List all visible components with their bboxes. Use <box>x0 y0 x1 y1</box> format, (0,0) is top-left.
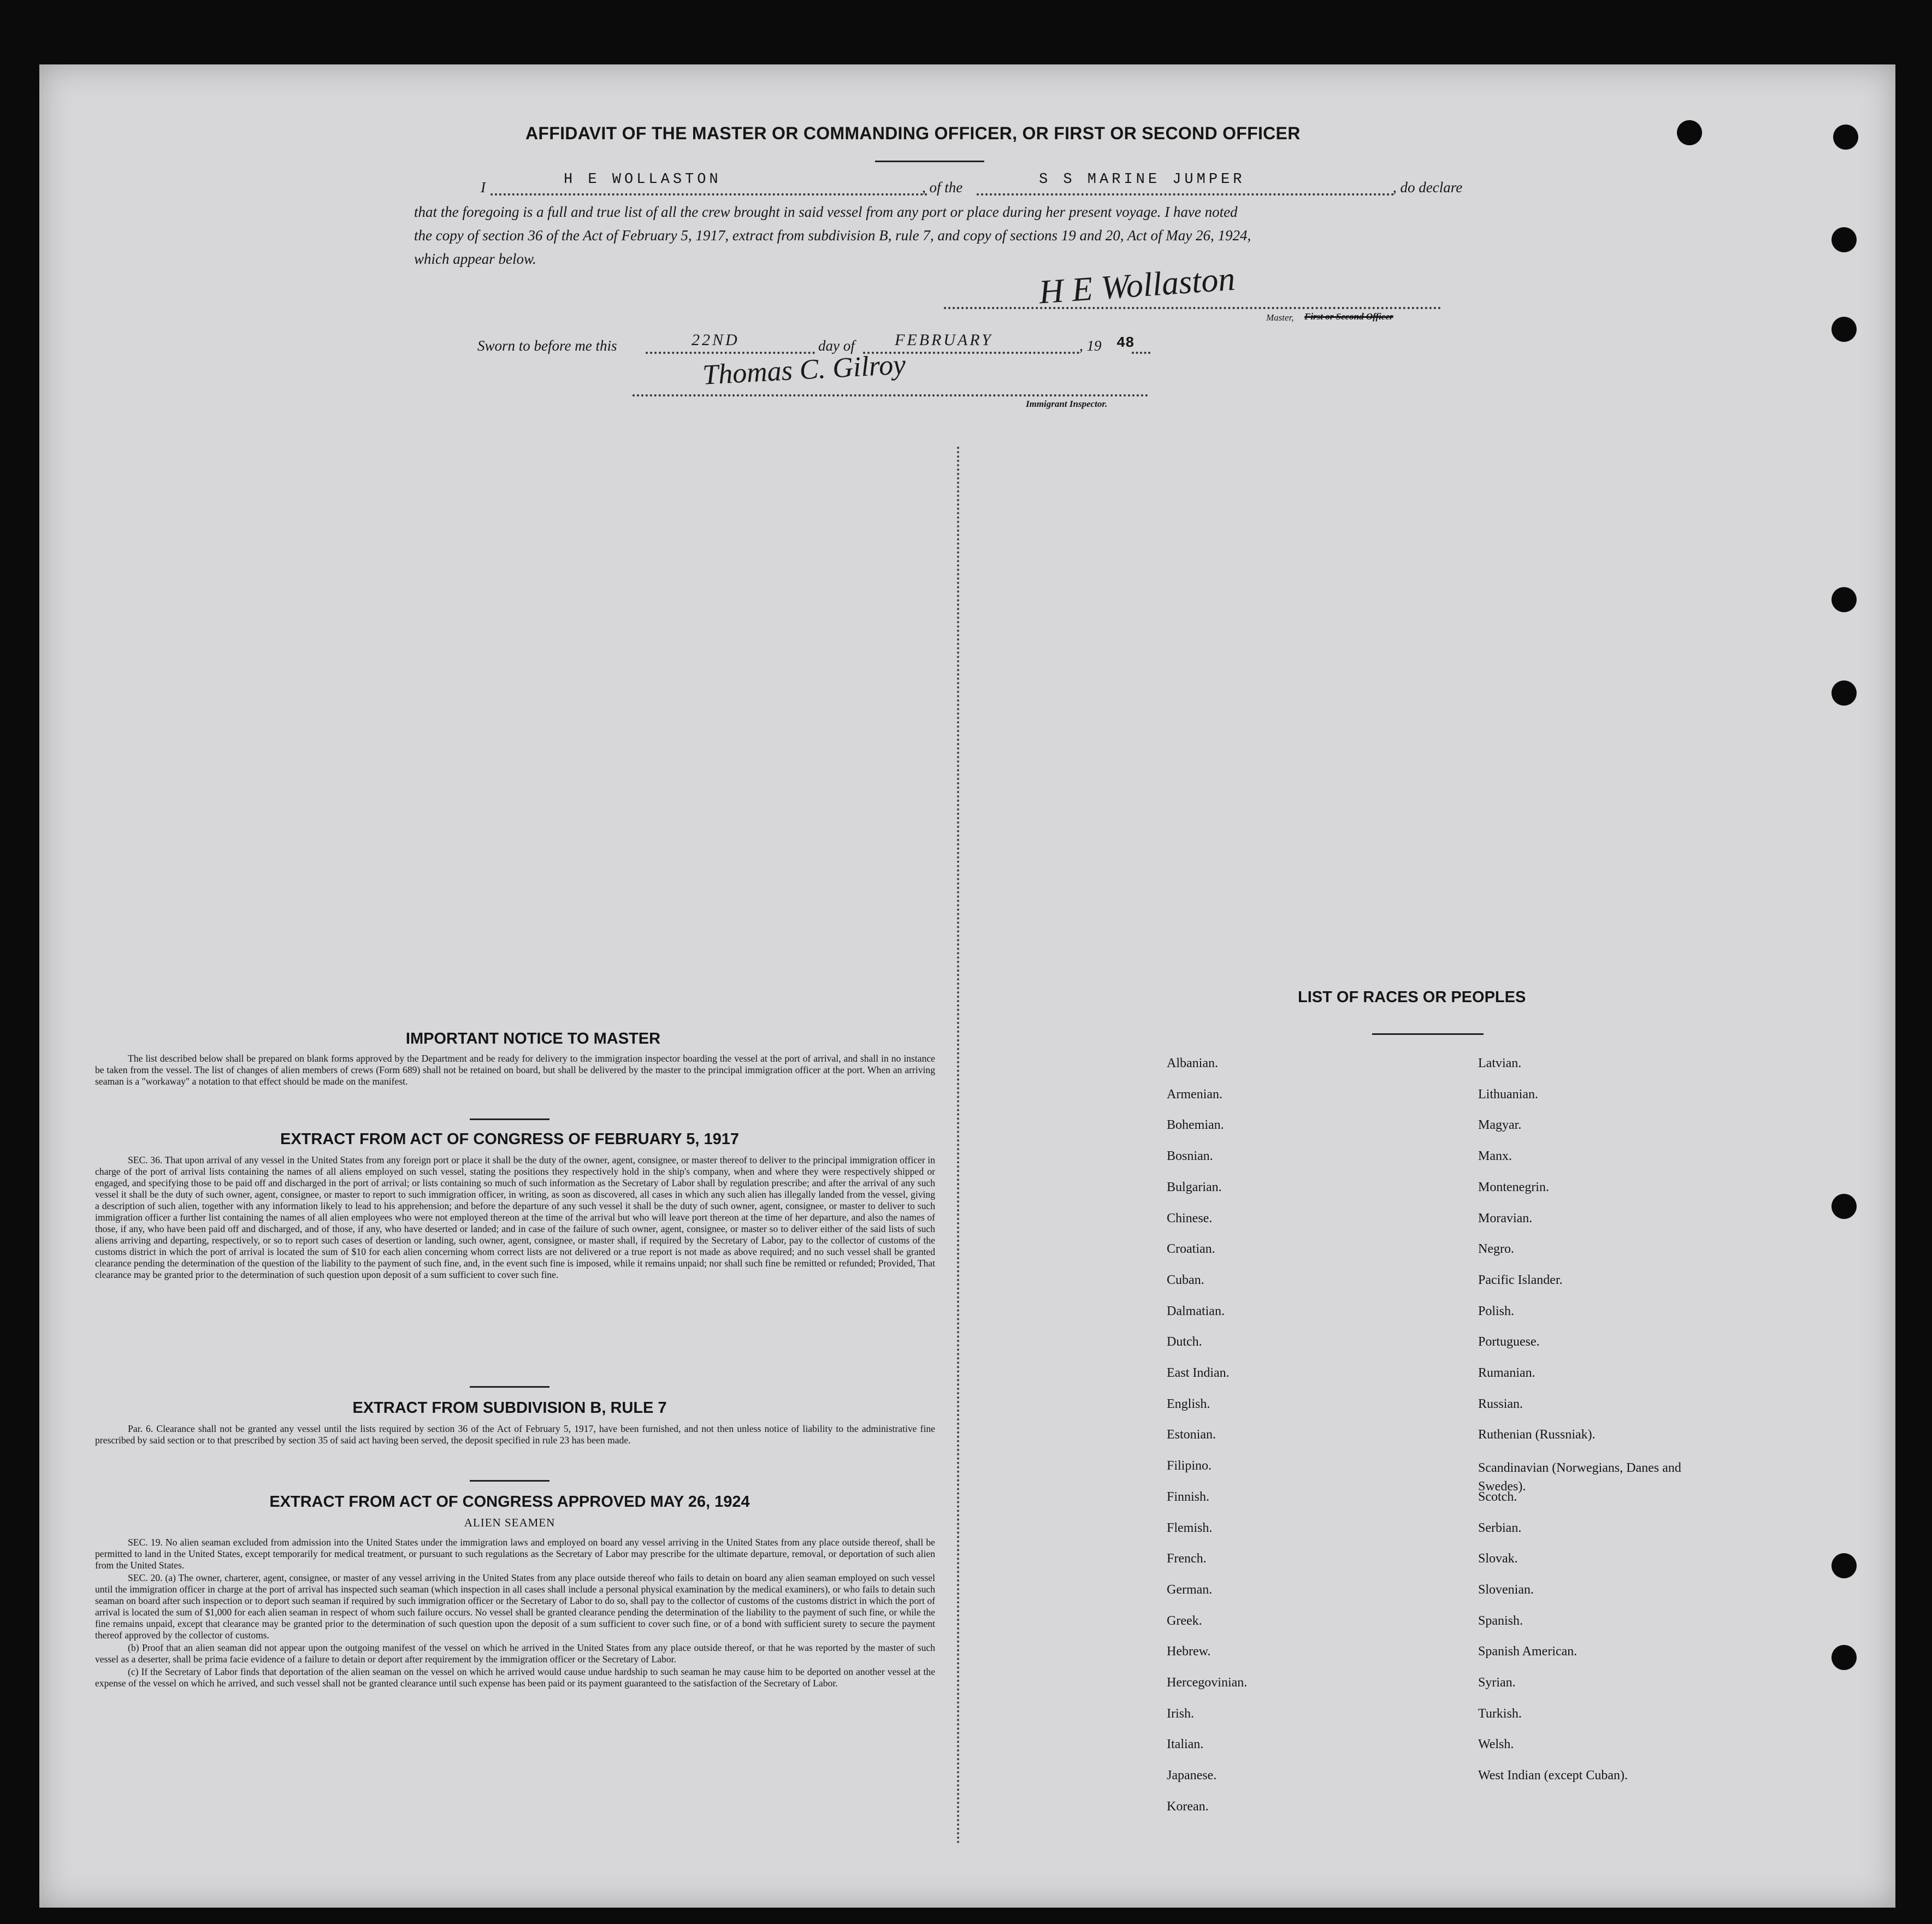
race-item: Dalmatian. <box>1167 1304 1225 1318</box>
of-the-label: , of the <box>922 179 963 196</box>
sec-19-text: SEC. 19. No alien seaman excluded from admission into the United States under the immigration laws and employed on board any vessel arriving in the United States from any place outside thereof, shall be permitted to land in the United States, except temporarily for medical treatment, or pursuant to such regulations as the Secretary of Labor may prescribe for the ultimate departure, removal, or deportation of such alien from the United States. <box>95 1537 935 1571</box>
inspector-signature: Thomas C. Gilroy <box>701 349 907 391</box>
race-item: Russian. <box>1478 1396 1523 1411</box>
affidavit-line-3: the copy of section 36 of the Act of February 5, 1917, extract from subdivision B, rule 7, and copy of sections 19 and 20, Act of May 26, 1924, <box>414 227 1251 244</box>
struck-officer-caption: First or Second Officer <box>1304 311 1393 322</box>
affidavit-line-4: which appear below. <box>414 251 536 267</box>
race-item: Armenian. <box>1167 1087 1222 1102</box>
extract-1924-heading: EXTRACT FROM ACT OF CONGRESS APPROVED MAY 26, 1924 <box>269 1493 750 1511</box>
punch-hole <box>1831 317 1857 342</box>
sec-20c-text: (c) If the Secretary of Labor finds that deportation of the alien seaman on the vessel on which he arrived would cause undue hardship to such seaman he may cause him to be deported on another vessel at the expense of the vessel on which he arrived, and such vessel shall not be granted clearance until such expense has been paid or its payment guaranteed to the satisfaction of the Secretary of Labor. <box>95 1666 935 1689</box>
race-item: Scotch. <box>1478 1489 1517 1504</box>
affidavit-title: AFFIDAVIT OF THE MASTER OR COMMANDING OFFICER, OR FIRST OR SECOND OFFICER <box>525 123 1301 143</box>
punch-hole <box>1831 227 1857 252</box>
race-item: Portuguese. <box>1478 1335 1540 1349</box>
race-item: Dutch. <box>1167 1335 1202 1349</box>
extract-1924-text <box>95 1537 935 1690</box>
master-caption: Master, <box>1266 312 1294 323</box>
race-item: Serbian. <box>1478 1520 1522 1535</box>
punch-hole <box>1831 1553 1857 1578</box>
vessel-name: S S MARINE JUMPER <box>1039 171 1245 188</box>
i-label: I <box>481 179 486 196</box>
race-item: Bulgarian. <box>1167 1180 1222 1194</box>
sworn-label: Sworn to before me this <box>477 338 617 354</box>
title-divider <box>875 161 984 162</box>
race-item: Spanish American. <box>1478 1644 1577 1659</box>
race-item: Slovenian. <box>1478 1582 1534 1597</box>
races-divider <box>1372 1033 1484 1035</box>
race-item: Filipino. <box>1167 1459 1212 1473</box>
race-item: West Indian (except Cuban). <box>1478 1768 1628 1783</box>
race-item: Greek. <box>1167 1613 1202 1628</box>
punch-hole <box>1831 1645 1857 1670</box>
affidavit-line-2: that the foregoing is a full and true list of all the crew brought in said vessel from any port or place during her present voyage. I have noted <box>414 204 1238 220</box>
sworn-day-line <box>646 352 815 354</box>
race-item: Italian. <box>1167 1737 1204 1752</box>
race-item: Moravian. <box>1478 1211 1533 1226</box>
race-item: Pacific Islander. <box>1478 1272 1563 1287</box>
race-item: Bohemian. <box>1167 1118 1224 1133</box>
race-item: Turkish. <box>1478 1706 1522 1721</box>
race-item: Ruthenian (Russniak). <box>1478 1428 1596 1442</box>
punch-hole <box>1831 587 1857 612</box>
inspector-caption: Immigrant Inspector. <box>1026 399 1108 409</box>
master-signature-line <box>944 307 1441 309</box>
race-item: Montenegrin. <box>1478 1180 1549 1194</box>
race-item: Syrian. <box>1478 1676 1516 1690</box>
notice-heading: IMPORTANT NOTICE TO MASTER <box>405 1030 661 1047</box>
year-prefix: , 19 <box>1079 338 1102 354</box>
race-item: Hercegovinian. <box>1167 1676 1248 1690</box>
notice-text: The list described below shall be prepared on blank forms approved by the Department and be ready for delivery to the immigration inspector boarding the vessel at the port of arrival, and shall in no instance be taken from the vessel. The list of changes of alien members of crews (Form 689) shall not be retained on board, but shall be delivered by the master to the principal immigration officer at the port. When an arriving seaman is a "workaway" a notation to that effect should be made on the manifest. <box>95 1053 935 1087</box>
race-item: Cuban. <box>1167 1272 1204 1287</box>
punch-hole <box>1677 120 1702 145</box>
divider <box>470 1118 550 1120</box>
race-item: Welsh. <box>1478 1737 1514 1752</box>
sec-20b-text: (b) Proof that an alien seaman did not appear upon the outgoing manifest of the vessel on which he arrived in the United States from any place outside thereof, or that he was reported by the master of such vessel as a deserter, shall be prima facie evidence of a failure to detain or deport after requirement by the immigration officer or the Secretary of Labor. <box>95 1642 935 1665</box>
name-fill-line <box>491 193 927 196</box>
year-suffix: 48 <box>1116 335 1135 352</box>
punch-hole <box>1833 125 1858 150</box>
extract-1917-text: SEC. 36. That upon arrival of any vessel in the United States from any foreign port or place it shall be the duty of the owner, agent, consignee, or master thereof to deliver to the principal immigration officer in charge of the port of arrival lists containing the names of all aliens employed on such vessel, stating the positions they respectively hold in the ship's company, when and where they were respectively shipped or engaged, and specifying those to be paid off and discharged in the port of arrival; or lists containing so much of such information as the Secretary of Labor shall by regulation prescribe; and after the arrival of any such vessel it shall be the duty of such owner, agent, consignee, or master to report to such immigration officer, in writing, as soon as discovered, all cases in which any such alien has illegally landed from the vessel, giving a description of such alien, together with any information likely to lead to his apprehension; and before the departure of any such vessel it shall be the duty of such owner, agent, consignee, or master to deliver to such immigration officer a further list containing the names of all alien employees who were not employed thereon at the time of the arrival but who will leave port thereon at the time of her departure, and also the names of those, if any, who have been paid off and discharged, and of those, if any, who have deserted or landed; and in case of the failure of such owner, agent, consignee, or master so to deliver either of the said lists of such aliens arriving and departing, respectively, or so to report such cases of desertion or landing, such owner, agent, consignee, or master shall, if required by the Secretary of Labor, pay to the collector of customs of the customs district in which the port of arrival is located the sum of $10 for each alien concerning whom correct lists are not delivered or a true report is not made as above required; and no such vessel shall be granted clearance pending the determination of the question of the liability to the payment of such fine, and, in the event such fine is imposed, while it remains unpaid; nor shall such fine be remitted or refunded; Provided, That clearance may be granted prior to the determination of such question upon deposit of a sum sufficient to cover such fine. <box>95 1155 935 1280</box>
race-item: Estonian. <box>1167 1428 1216 1442</box>
race-item: Manx. <box>1478 1149 1512 1164</box>
race-item: Slovak. <box>1478 1552 1518 1566</box>
race-item: Scandinavian (Norwegians, Danes and Swedes). <box>1478 1461 1681 1494</box>
do-declare-label: , do declare <box>1393 179 1463 196</box>
races-heading: LIST OF RACES OR PEOPLES <box>1298 988 1526 1006</box>
race-item: Rumanian. <box>1478 1366 1535 1380</box>
race-item: Finnish. <box>1167 1489 1210 1504</box>
race-item: Croatian. <box>1167 1242 1215 1257</box>
race-item: Polish. <box>1478 1304 1515 1318</box>
punch-hole <box>1831 680 1857 706</box>
alien-seamen-subheading: ALIEN SEAMEN <box>464 1516 556 1529</box>
race-item: Hebrew. <box>1167 1644 1211 1659</box>
race-item: German. <box>1167 1582 1213 1597</box>
race-item: Magyar. <box>1478 1118 1522 1133</box>
day-of-label: day of <box>818 338 855 354</box>
race-item: Irish. <box>1167 1706 1194 1721</box>
race-item: Negro. <box>1478 1242 1514 1257</box>
race-item: French. <box>1167 1552 1207 1566</box>
master-signature: H E Wollaston <box>1038 260 1237 311</box>
race-item: Korean. <box>1167 1799 1209 1814</box>
year-line <box>1132 352 1150 354</box>
rule7-heading: EXTRACT FROM SUBDIVISION B, RULE 7 <box>352 1399 667 1417</box>
race-item: Japanese. <box>1167 1768 1217 1783</box>
sworn-day: 22ND <box>692 331 740 349</box>
punch-hole <box>1831 1194 1857 1219</box>
race-item: Lithuanian. <box>1478 1087 1538 1102</box>
vessel-fill-line <box>977 193 1394 196</box>
divider <box>470 1386 550 1388</box>
extract-1917-heading: EXTRACT FROM ACT OF CONGRESS OF FEBRUARY 5, 1917 <box>280 1130 740 1148</box>
inspector-signature-line <box>633 394 1148 396</box>
race-item: Flemish. <box>1167 1520 1213 1535</box>
race-item: English. <box>1167 1396 1210 1411</box>
master-name: H E WOLLASTON <box>564 171 722 188</box>
race-item: Albanian. <box>1167 1056 1218 1070</box>
sec-20a-text: SEC. 20. (a) The owner, charterer, agent, consignee, or master of any vessel arriving in the United States from any place outside thereof who fails to detain on board any alien seaman employed on such vessel until the immigration officer in charge at the port of arrival has inspected such seaman (which inspection in all cases shall include a personal physical examination by the medical examiners), or who fails to detain such seaman on board after such inspection or to deport such seaman if required by such immigration officer or the Secretary of Labor to do so, shall pay to the collector of customs of the customs district in which the port of arrival is located the sum of $1,000 for each alien seaman in respect of whom such failure occurs. No vessel shall be granted clearance pending the determination of the liability to the payment of such fine, or while the fine remains unpaid, except that clearance may be granted prior to the determination of such question upon the deposit of a sum sufficient to cover such fine, or of a bond with sufficient surety to secure the payment thereof approved by the collector of customs. <box>95 1572 935 1641</box>
race-item: Chinese. <box>1167 1211 1213 1226</box>
sworn-month: FEBRUARY <box>895 331 993 349</box>
race-item: Latvian. <box>1478 1056 1522 1070</box>
race-item: Spanish. <box>1478 1613 1523 1628</box>
divider <box>470 1480 550 1482</box>
rule7-text: Par. 6. Clearance shall not be granted any vessel until the lists required by section 36 of the Act of February 5, 1917, have been furnished, and not then unless notice of liability to the administrative fine prescribed by said section or to that prescribed by section 35 of said act having been served, the deposit specified in rule 23 has been made. <box>95 1423 935 1446</box>
race-item: Bosnian. <box>1167 1149 1213 1164</box>
document-page <box>39 64 1895 1908</box>
race-item: East Indian. <box>1167 1366 1230 1380</box>
